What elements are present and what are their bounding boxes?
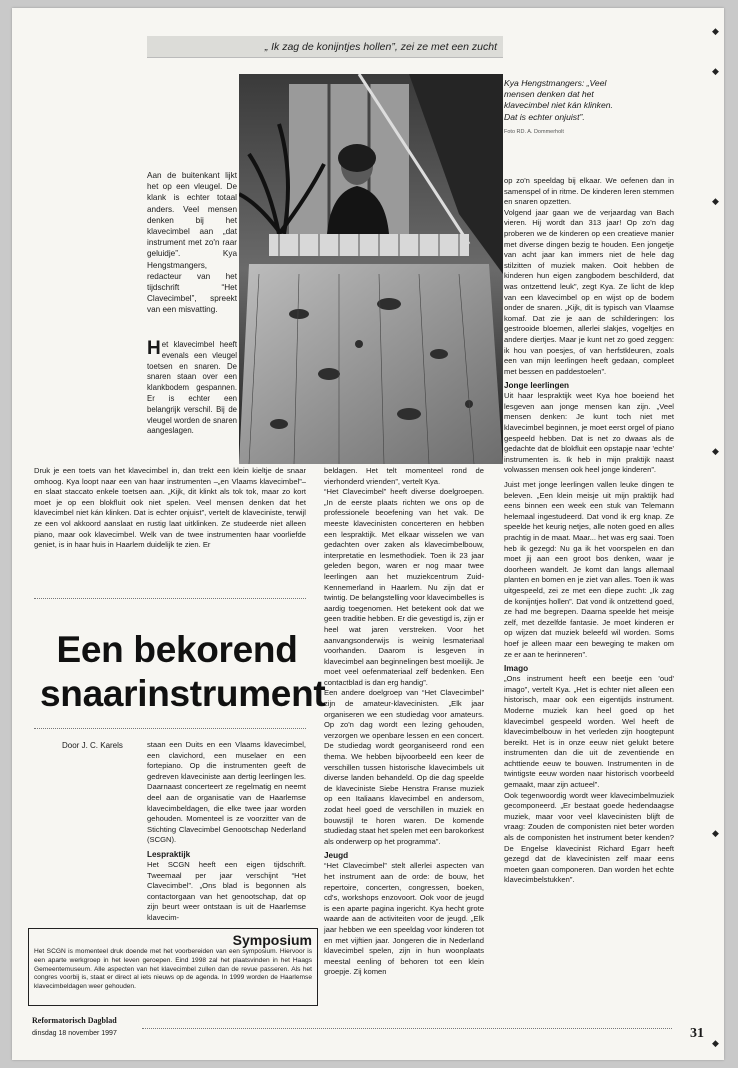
drop-cap: H xyxy=(147,338,161,359)
body-paragraph: “Het Clavecimbel” stelt allerlei aspecten van het instrument aan de orde: de bouw, het repertoire, concerten, congressen, boeken, cd's, workshops enzovoort. Ook voor de jeugd is een aparte pagina ingericht. Kya hecht grote waarde aan de activiteiten voor de jeugd. „Elk jaar hebben we een speeldag voor kinderen tot en met vijftien jaar. Jongeren die in Nederland klavecimbel spelen, zijn in hun woonplaats meestal eenling of behoren tot een klein groepje. Zij komen xyxy=(324,861,484,977)
column-1-top xyxy=(147,340,237,437)
harpsichord-photo-illustration xyxy=(239,74,503,464)
body-paragraph: Ook tegenwoordig wordt weer klavecimbelmuziek gecomponeerd. „Er bestaat goede hedendaagse muziek, maar voor veel klavecinisten blijft de vraag: Zouden de componisten niet beter worden als de componisten het instrument beter kenden? De Engelse klavecinist Richard Egarr heeft gezegd dat de klavecinisten zelf maar eens moeten gaan componeren. Dan worden het echte klavecimbelstukken”. xyxy=(504,790,674,885)
margin-mark: ◆ xyxy=(712,828,719,838)
body-paragraph: Het klavecimbel heeft evenals een vleugel toetsen en snaren. De snaren staan over een klankbodem gespannen. Er is echter een belangrijk verschil. Bij de vleugel worden de snaren aangeslagen. xyxy=(147,338,237,436)
harpsichord-photo xyxy=(239,74,503,464)
byline: Door J. C. Karels xyxy=(62,741,123,750)
photo-caption xyxy=(504,78,614,138)
divider xyxy=(34,598,306,599)
subheading: Jeugd xyxy=(324,851,349,861)
margin-mark: ◆ xyxy=(712,196,719,206)
body-paragraph: op zo'n speeldag bij elkaar. We oefenen dan in samenspel of in ritme. De kinderen leren stemmen en snaren opzetten. xyxy=(504,176,674,207)
publication-date: dinsdag 18 november 1997 xyxy=(32,1030,117,1037)
column-1b xyxy=(147,740,306,924)
subheading: Imago xyxy=(504,664,529,674)
body-paragraph: Druk je een toets van het klavecimbel in, dan trekt een klein kieltje de snaar omhoog. Kya loopt naar een van haar instrumenten –„en Vlaams klavecimbel”– en slaat staccato enkele toetsen aan. „Kijk, dit klinkt als tok tok, maar zo kort moet je op een blokfluit ook niet spelen. Veel mensen denken dat het klavecimbel niet kán klinken. Dat is echter onjuist”, vertelt de klaveciniste, terwijl ze een vol akkoord aanslaat en rustig laat uitklinken. Ze studeerde niet alleen piano, maar ook klavecimbel. Welk van de twee instrumenten haar voorliefde geniet, is in haar huis in Haarlem duidelijk te zien. Er xyxy=(34,466,306,550)
caption-text: Kya Hengstmangers: „Veel mensen denken dat het klavecimbel niet kán klinken. Dat is echter onjuist”. xyxy=(504,78,613,122)
body-paragraph: beldagen. Het telt momenteel rond de vierhonderd vrienden”, vertelt Kya. xyxy=(324,466,484,486)
body-paragraph: Een andere doelgroep van “Het Clavecimbel” zijn de amateur-klavecinisten. „Elk jaar organiseren we een studiedag voor amateurs. Op zo'n dag wordt een lezing gehouden, verzorgen we openbare lessen en een concert. De studiedag wordt georganiseerd rond een thema. We hebben bijvoorbeeld een keer de verschillen tussen historische klavecimbels uit diverse landen behandeld. Op die dag speelde de klaveciniste Siebe Henstra Franse muziek op een Italiaans klavecimbel en andersom, zodat heel goed de verschillen in muziek en bouwstijl te horen waren. De komende studiedag staat het spelen met een barokorkest als onderwerp op het programma”. xyxy=(324,688,484,846)
symposium-text: Het SCGN is momenteel druk doende met het voorbereiden van een symposium. Hiervoor is een aparte werkgroep in het leven geroepen. Eind 1998 zal het plaatsvinden in het Haags Gemeentemuseum. Alle aspecten van het klavecimbel zullen dan de revue passeren. Als het congres voorbij is, staat er direct al iets nieuws op de agenda. In 1999 worden de Haarlemse klavecimbeldagen weer gehouden. xyxy=(34,948,312,991)
body-paragraph: Uit haar lespraktijk weet Kya hoe boeiend het lesgeven aan jonge mensen kan zijn. „Veel mensen denken: Je kunt toch niet met klavecimbel beginnen, je moet eerst orgel of piano gespeeld hebben. Dat is net zo dwaas als de gedachte dat de blokfluit een opstapje naar 'echte' instrumenten is. Ik heb in mijn praktijk naast volwassen mensen ook heel jonge kinderen”. xyxy=(504,391,674,475)
body-paragraph: Het SCGN heeft een eigen tijdschrift. Tweemaal per jaar verschijnt “Het Clavecimbel”. „Ons blad is begonnen als contactorgaan van het genootschap, dat op zijn beurt weer ontstaan is uit de Haarlemse klavecim- xyxy=(147,859,306,922)
subheading: Jonge leerlingen xyxy=(504,381,570,391)
body-paragraph: Volgend jaar gaan we de verjaardag van Bach vieren. Hij wordt dan 313 jaar! Op zo'n dag proberen we de kinderen op een creatieve manier met diverse dingen bezig te houden. Een jongetje van acht jaar kan immers niet de hele dag stilzitten of muziek maken. Ooit hebben de kinderen hun eigen zangbodem beschilderd, dat was ontzettend leuk”, zegt Kya. Ze licht de klep van een klavecimbel op en wijst op de bodem onder de snaren. „Kijk, dit is typisch van Vlaamse komaf. Dat zie je aan de schilderingen: los gestrooide bloemen, allerlei slakjes, vogeltjes en andere diertjes. Maar je kunt net zo goed zeggen: ik hou van poesjes, of van herfstkleuren, zoals een van mijn leerlingen heeft gedaan, compleet met bessen en paddestoelen”. xyxy=(504,207,674,376)
column-3 xyxy=(504,176,674,886)
symposium-box xyxy=(28,928,318,1006)
body-paragraph: „Ons instrument heeft een beetje een 'oud' imago”, vertelt Kya. „Het is echter niet alleen een historisch, maar ook een eigentijds instrument. Moderne muziek kan heel goed op het klavecimbel gespeeld worden. Wel heeft de klavecimbelbouw in het verleden zijn hoogtepunt bereikt. Het is in onze eeuw niet gelukt betere instrumenten dan die uit de zeventiende en achttiende eeuw te bouwen. Instrumenten in de twintigste eeuw worden naar historisch voorbeeld gemaakt, maar zijn actueel”. xyxy=(504,674,674,790)
column-1-bottom xyxy=(34,466,306,551)
column-2 xyxy=(324,466,484,978)
body-paragraph: staan een Duits en een Vlaams klavecimbel, een clavichord, een muselaer en een fortepiano. Op die instrumenten geeft de gedreven klaveciniste aan dertig leerlingen les. Daarnaast concerteert ze regelmatig en neemt deel aan de organisatie van de Haarlemse klavecimbeldagen, die elke twee jaar worden gehouden. Momenteel is ze voorzitter van de Stichting Clavecimbel Genootschap Nederland (SCGN). xyxy=(147,740,306,845)
page-number: 31 xyxy=(690,1026,704,1041)
divider xyxy=(34,728,306,729)
subheading: Lespraktijk xyxy=(147,849,191,859)
pull-quote-bar: „ Ik zag de konijntjes hollen”, zei ze met een zucht xyxy=(147,36,503,58)
body-paragraph: Juist met jonge leerlingen vallen leuke dingen te beleven. „Een klein meisje uit mijn praktijk had eens binnen een week een stuk van Telemann helemaal ingestudeerd. Dat vond ik erg knap. Ze speelde het keurig netjes, alle noten goed en alles prachtig in de maat. Maar... het was erg saai. Toen heb ik gezegd: Nu ga ik het voorspelen en dan moet jij aan een groot bos denken, waar je doorheen wandelt. Je komt dan langs allemaal planten en bomen en je ziet van alles. Toen ik was uitgespeeld, zei ze met een diepe zucht: „Ik zag de konijntjes hollen”. Dat vond ik ontzettend goed, ze had me begrepen. Daarna speelde het meisje zelf, met dezelfde fantasie. Je moet kinderen er op wijzen dat muziek beleefd wil worden. Soms hoef je alleen maar een beweging te maken om ze er aan te herinneren”. xyxy=(504,480,674,659)
article-headline: Een bekorend snaarinstrument xyxy=(40,629,326,714)
symposium-title: Symposium xyxy=(232,932,312,948)
margin-mark: ◆ xyxy=(712,1038,719,1048)
body-paragraph: “Het Clavecimbel” heeft diverse doelgroepen. „In de eerste plaats richten we ons op de professionele beoefening van het vak. De meeste klavecinisten concerteren en hebben een lespraktijk. Met elkaar wisselen we van gedachten over zaken als klavecimbelbouw, interpretatie en lesmethodiek. Toen ik 23 jaar geleden begon, waren er nog maar twee leerlingen aan het muziekcentrum Zuid-Kennemerland in Haarlem. Nu zijn dat er twintig. De belangstelling voor klavecimbelles is aardig toegenomen. Het betekent ook dat we geen traditie hebben. Er die gevestigd is, zijn er heel wat jaren verstreken. Voor het aanvangsonderwijs is weinig lesmateriaal voorhanden. Daarom is lesgeven in klavecimbel aan beginnelingen best moeilijk. Je moet veel oefenmateriaal zelf bedenken. Een contactblad is dan erg handig”. xyxy=(324,487,484,687)
footer-rule xyxy=(142,1028,672,1029)
publication-name: Reformatorisch Dagblad xyxy=(32,1016,117,1025)
margin-mark: ◆ xyxy=(712,26,719,36)
margin-mark: ◆ xyxy=(712,446,719,456)
margin-mark: ◆ xyxy=(712,66,719,76)
newspaper-page xyxy=(12,8,724,1060)
photo-credit: Foto RD. A. Dommerholt xyxy=(504,128,564,135)
intro-lead: Aan de buitenkant lijkt het op een vleugel. De klank is echter totaal anders. Veel mensen denken bij het klavecimbel aan „dat instrument met zo'n raar geluidje”. Kya Hengstmangers, redacteur van het tijdschrift “Het Clavecimbel”, spreekt van een misvatting. xyxy=(147,171,237,315)
